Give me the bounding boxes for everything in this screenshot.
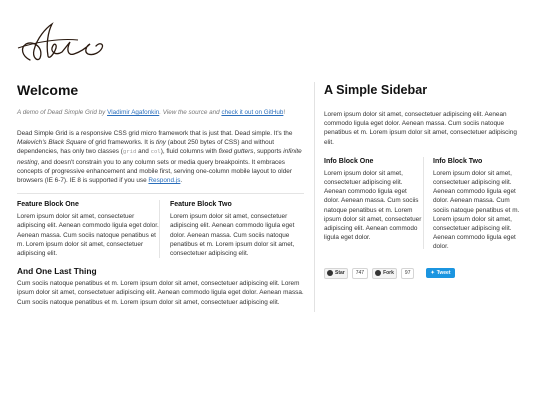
- byline-text: by: [96, 109, 108, 116]
- feature-block-two: [160, 200, 304, 258]
- respond-js-link[interactable]: Respond.js: [148, 177, 181, 185]
- info-title: Info Block One: [324, 157, 374, 165]
- tweet-label: Tweet: [436, 270, 451, 277]
- feature-block-one: [17, 200, 160, 258]
- github-octocat-icon: [375, 270, 381, 276]
- sidebar-title: A Simple Sidebar: [324, 83, 428, 97]
- column-divider: [423, 157, 424, 249]
- main-column: [17, 82, 304, 307]
- feature-text: Lorem ipsum dolor sit amet, consectetuer adipiscing elit. Aenean commodo ligula eget dolor. Aenean massa. Cum sociis natoque penatibus et m. Lorem ipsum dolor sit amet, consectetuer adipiscing elit.: [17, 213, 159, 258]
- feature-title: Feature Block Two: [170, 201, 232, 209]
- tweet-button[interactable]: [426, 268, 454, 278]
- github-fork-button[interactable]: [372, 268, 397, 279]
- divider: [17, 193, 304, 194]
- intro-text: , and doesn't constrain you to any column sets or media query breakpoints. It embraces concepts of progressive enhancement and mobile first, serving one-column mobile layout to older browsers (IE 6-7). IE 8 is supported if you use: [17, 158, 292, 185]
- github-octocat-icon: [327, 270, 333, 276]
- social-buttons: [324, 268, 524, 279]
- class-code: col: [150, 149, 161, 156]
- fork-label: Fork: [383, 270, 394, 277]
- info-text: Lorem ipsum dolor sit amet, consectetuer adipiscing elit. Aenean commodo ligula eget dolor. Aenean massa. Cum sociis natoque penatibus et m. Lorem ipsum dolor sit amet, consectetuer adipiscing elit. Aenean commodo ligula eget dolor.: [324, 169, 422, 242]
- author-link[interactable]: Vladimir Agafonkin: [107, 109, 160, 116]
- fork-count[interactable]: 97: [401, 268, 415, 279]
- last-thing-title: And One Last Thing: [17, 266, 97, 277]
- star-label: Star: [335, 270, 345, 277]
- intro-emphasis: tiny: [156, 139, 166, 147]
- info-blocks: [324, 157, 524, 252]
- intro-emphasis: fixed gutters: [218, 148, 254, 156]
- info-block-two: [424, 157, 524, 252]
- class-code: grid: [122, 149, 137, 156]
- signature-logo-icon[interactable]: [16, 18, 108, 66]
- byline-text: !: [283, 109, 286, 116]
- intro-text: Dead Simple Grid is a responsive CSS grid micro framework that is just that. Dead simple. It's the: [17, 130, 293, 137]
- intro-text: (about 250 bytes of CSS) and without dependencies, has only two classes (: [17, 139, 274, 156]
- feature-title: Feature Block One: [17, 201, 79, 209]
- sidebar-intro: Lorem ipsum dolor sit amet, consectetuer adipiscing elit. Aenean commodo ligula eget dolor. Aenean massa. Cum sociis natoque penatibus et m. Lorem ipsum dolor sit amet, consectetuer adipiscing elit.: [324, 111, 517, 146]
- star-count[interactable]: 747: [352, 268, 368, 279]
- intro-text: .: [180, 177, 183, 185]
- byline-text: A demo of: [17, 109, 48, 116]
- byline-text: . View the source and: [159, 109, 222, 116]
- sidebar: [324, 82, 524, 279]
- intro-text: of grid frameworks. It is: [86, 139, 157, 147]
- byline-product: Dead Simple Grid: [47, 109, 97, 116]
- intro-text: ), fluid columns with: [160, 148, 219, 156]
- info-block-one: [324, 157, 424, 252]
- page-title: Welcome: [17, 82, 79, 98]
- intro-text: and: [136, 148, 151, 156]
- intro-paragraph: [17, 129, 304, 185]
- feature-text: Lorem ipsum dolor sit amet, consectetuer adipiscing elit. Aenean commodo ligula eget dolor. Aenean massa. Cum sociis natoque penatibus et m. Lorem ipsum dolor sit amet, consectetuer adipiscing elit.: [170, 213, 295, 258]
- last-thing-text: Cum sociis natoque penatibus et m. Lorem ipsum dolor sit amet, consectetuer adipiscing elit. Lorem ipsum dolor sit amet, consectetuer adipiscing elit. Aenean commodo ligula eget dolor. Aenean massa. Cum sociis natoque penatibus et m. Lorem ipsum dolor sit amet, consectetuer adipiscing elit.: [17, 280, 304, 306]
- intro-emphasis: Malevich's Black Square: [17, 139, 87, 147]
- byline: [17, 108, 304, 117]
- github-star-button[interactable]: [324, 268, 348, 279]
- info-text: Lorem ipsum dolor sit amet, consectetuer adipiscing elit. Aenean commodo ligula eget dolor. Aenean massa. Cum sociis natoque penatibus et m. Lorem ipsum dolor sit amet, consectetuer adipiscing elit. Aenean commodo ligula eget dolor.: [433, 169, 520, 251]
- info-title: Info Block Two: [433, 157, 483, 165]
- column-divider: [314, 82, 315, 312]
- twitter-bird-icon: ✦: [430, 270, 435, 277]
- column-divider: [159, 200, 160, 258]
- intro-text: , supports: [253, 148, 284, 156]
- github-link[interactable]: check it out on GitHub: [221, 109, 284, 116]
- intro-emphasis: infinite nesting: [17, 148, 302, 166]
- feature-blocks: [17, 200, 304, 258]
